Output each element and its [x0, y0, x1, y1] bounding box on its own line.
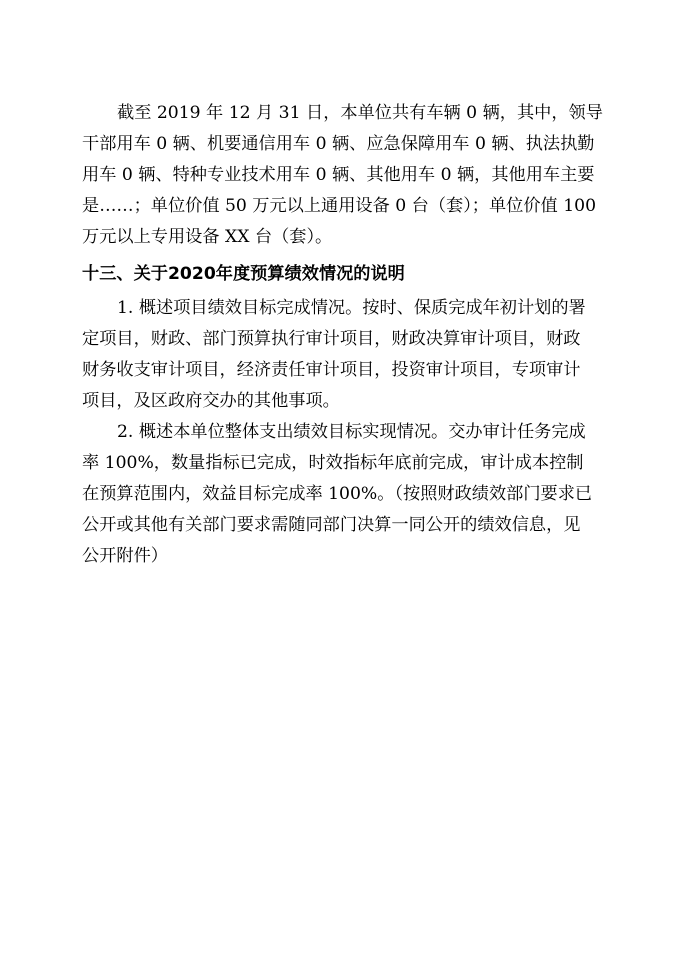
text-line: 1. 概述项目绩效目标完成情况。按时、保质完成年初计划的署 — [117, 298, 586, 318]
text-line: 是……；单位价值 50 万元以上通用设备 0 台（套）；单位价值 100 — [82, 196, 597, 216]
text-line: 用车 0 辆、特种专业技术用车 0 辆、其他用车 0 辆，其他用车主要 — [82, 165, 595, 185]
paragraph-item-1 — [82, 293, 598, 417]
text-line: 公开或其他有关部门要求需随同部门决算一同公开的绩效信息，见 — [82, 515, 581, 535]
text-line: 项目，及区政府交办的其他事项。 — [82, 391, 340, 411]
paragraph-item-2 — [82, 417, 598, 572]
section-heading: 十三、关于2020年度预算绩效情况的说明 — [82, 264, 405, 284]
text-line: 在预算范围内，效益目标完成率 100%。（按照财政绩效部门要求已 — [82, 484, 593, 504]
text-line: 2. 概述本单位整体支出绩效目标实现情况。交办审计任务完成 — [117, 422, 586, 442]
text-line: 定项目，财政、部门预算执行审计项目，财政决算审计项目，财政 — [82, 329, 581, 349]
document-body — [82, 98, 603, 572]
text-line: 万元以上专用设备 XX 台（套）。 — [82, 227, 333, 247]
text-line: 率 100%，数量指标已完成，时效指标年底前完成，审计成本控制 — [82, 453, 584, 473]
text-line: 公开附件） — [82, 546, 168, 566]
paragraph-vehicles — [82, 98, 603, 253]
text-line: 财务收支审计项目，经济责任审计项目，投资审计项目，专项审计 — [82, 360, 581, 380]
text-line: 干部用车 0 辆、机要通信用车 0 辆、应急保障用车 0 辆、执法执勤 — [82, 134, 595, 154]
text-line: 截至 2019 年 12 月 31 日，本单位共有车辆 0 辆，其中，领导 — [117, 103, 603, 123]
